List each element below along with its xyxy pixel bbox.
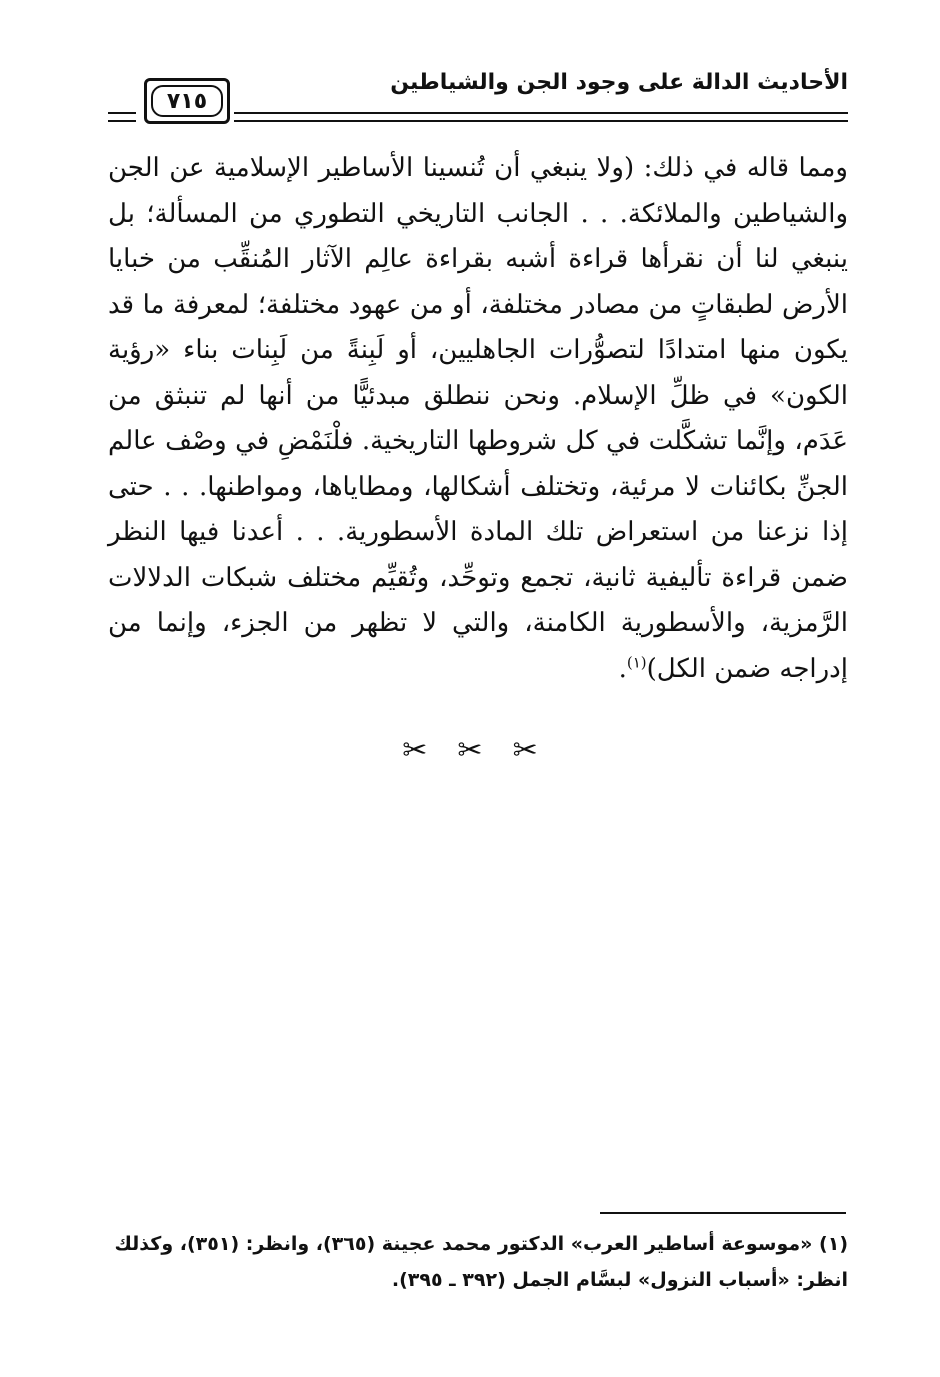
sentence-end: .	[618, 653, 627, 684]
body-paragraph	[108, 146, 848, 692]
body-text	[108, 146, 848, 692]
quoted-passage: ومما قاله في ذلك: (ولا ينبغي أن تُنسينا الأساطير الإسلامية عن الجن والشياطين والملائكة. . . الجانب التاريخي التطوري من المسألة؛ بل ينبغي لنا أن نقرأها قراءة أشبه بقراءة عالِم الآثار المُنقِّب من خبايا الأرض لطبقاتٍ من مصادر مختلفة، أو من عهود مختلفة؛ لمعرفة ما قد يكون منها امتدادًا لتصوُّرات الجاهليين، أو لَبِنةً من لَبِنات بناء «رؤية الكون» في ظلِّ الإسلام. ونحن ننطلق مبدئيًّا من أنها لم تنبثق من عَدَم، وإنَّما تشكَّلت في كل شروطها التاريخية. فلْنَمْضِ في وصْف عالم الجنِّ بكائنات لا مرئية، وتختلف أشكالها، ومطاياها، ومواطنها. . . حتى إذا نزعنا من استعراض تلك المادة الأسطورية. . . أعدنا فيها النظر ضمن قراءة تأليفية ثانية، تجمع وتوحِّد، وتُقيِّم مختلف شبكات الدلالات الرَّمزية، والأسطورية الكامنة، والتي لا تظهر من الجزء، وإنما من إدراجه ضمن الكل)	[108, 153, 848, 684]
running-title: الأحاديث الدالة على وجود الجن والشياطين	[390, 70, 848, 95]
ornament-icon: ✂	[457, 733, 483, 768]
footnote	[108, 1226, 848, 1298]
ornament-icon: ✂	[512, 733, 538, 768]
header-rule-left	[108, 112, 136, 122]
page-header	[108, 62, 848, 132]
page-number: ٧١٥	[151, 85, 223, 117]
header-rule	[234, 112, 848, 122]
footnote-reference: (١)	[626, 652, 647, 671]
section-ornament	[0, 733, 940, 768]
ornament-icon: ✂	[402, 733, 428, 768]
footnote-rule	[600, 1212, 846, 1214]
page-number-frame	[144, 78, 230, 124]
footnote-line-1: (١) «موسوعة أساطير العرب» الدكتور محمد عجينة (٣٦٥)، وانظر: (٣٥١)، وكذلك	[114, 1233, 848, 1255]
footnote-line-2: انظر: «أسباب النزول» لبسَّام الجمل (٣٩٢ ـ ٣٩٥).	[391, 1269, 848, 1291]
